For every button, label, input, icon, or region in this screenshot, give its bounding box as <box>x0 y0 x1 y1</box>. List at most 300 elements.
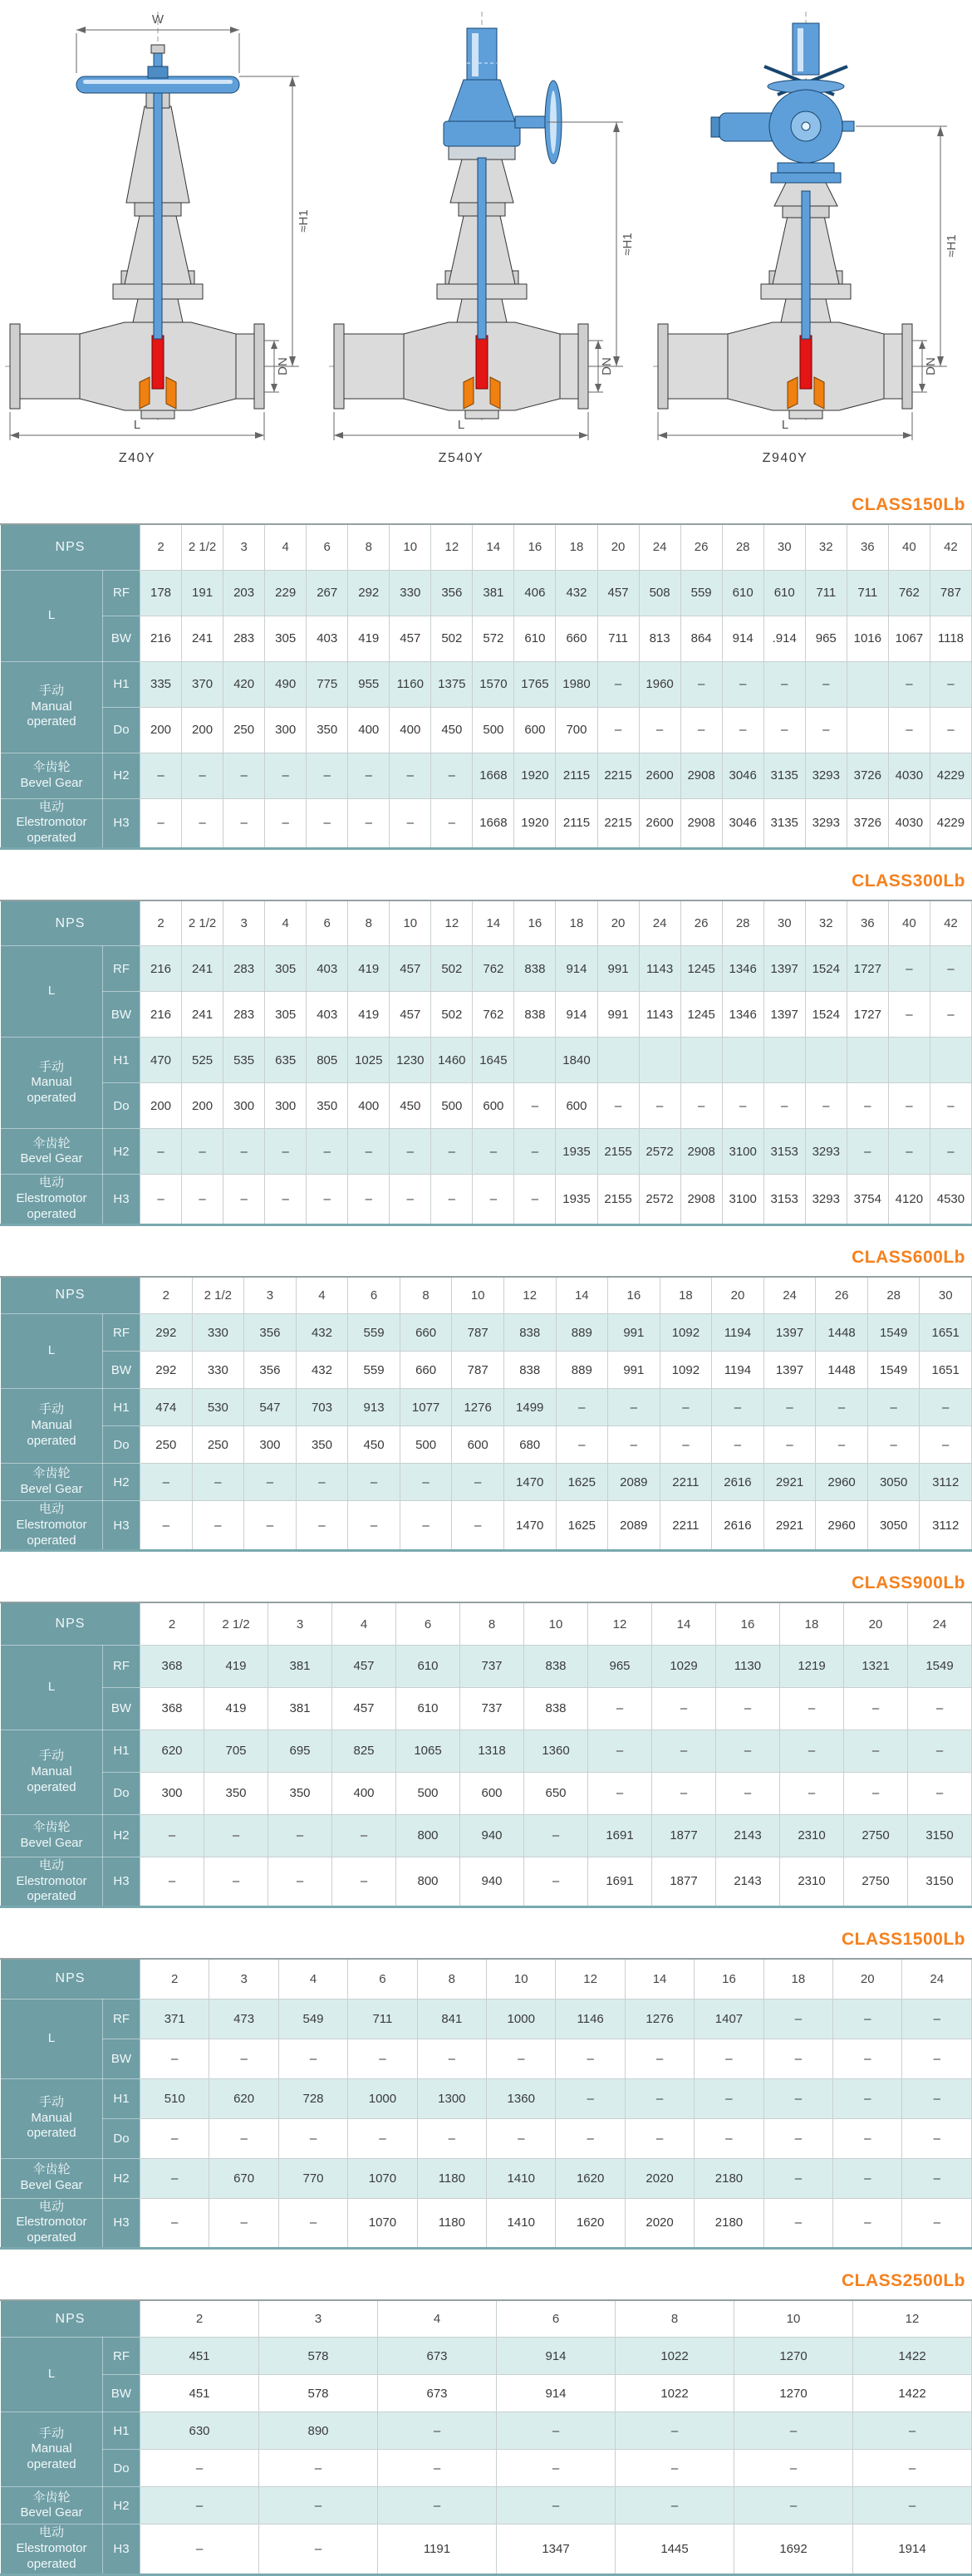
dimension-value-cell: – <box>888 1083 930 1129</box>
nps-size-cell: 2 1/2 <box>192 1277 244 1314</box>
dimension-value-cell: – <box>695 2078 763 2118</box>
dimension-value-cell: 450 <box>431 707 473 753</box>
dimension-value-cell: 1920 <box>514 753 556 798</box>
dimension-value-cell: – <box>497 2412 616 2450</box>
dimension-value-cell: – <box>378 2487 497 2524</box>
dimension-value-cell: 1422 <box>853 2375 972 2412</box>
nps-size-cell: 16 <box>514 900 556 946</box>
nps-size-cell: 3 <box>268 1602 332 1645</box>
dimension-value-cell: 965 <box>588 1645 652 1687</box>
dimension-value-cell: – <box>930 707 971 753</box>
row-key-label: H1 <box>103 1038 140 1083</box>
dimension-value-cell: 670 <box>209 2158 278 2198</box>
nps-size-cell: 40 <box>888 524 930 570</box>
dimension-value-cell: 1549 <box>867 1352 920 1389</box>
dimension-value-cell: 3153 <box>763 1175 805 1224</box>
dimension-value-cell: 1470 <box>503 1464 556 1501</box>
nps-size-cell: 10 <box>390 900 431 946</box>
dimension-value-cell: – <box>625 2118 694 2158</box>
dimension-value-cell: 991 <box>608 1352 660 1389</box>
dimension-value-cell: 889 <box>556 1314 608 1352</box>
dimension-value-cell: 3293 <box>805 798 847 848</box>
dimension-value-cell: 705 <box>204 1730 268 1772</box>
dimension-value-cell: – <box>625 2039 694 2078</box>
nps-size-cell: 2 1/2 <box>182 524 223 570</box>
dimension-value-cell: 450 <box>348 1426 400 1464</box>
nps-size-cell: 6 <box>396 1602 460 1645</box>
dimension-value-cell: 508 <box>639 570 680 616</box>
dimension-value-cell: – <box>140 2039 209 2078</box>
dimension-value-cell: – <box>417 2039 486 2078</box>
dimension-value-cell: – <box>716 1772 780 1814</box>
dimension-value-cell: – <box>888 661 930 707</box>
table-title-class900: CLASS900Lb <box>852 1573 965 1593</box>
dimension-h1 <box>547 122 635 366</box>
dimension-value-cell: 300 <box>223 1083 265 1129</box>
row-group-label: L <box>1 1645 103 1730</box>
dimension-value-cell: 510 <box>140 2078 209 2118</box>
nps-size-cell: 42 <box>930 900 971 946</box>
nps-size-cell: 6 <box>307 524 348 570</box>
dimension-value-cell: 762 <box>473 946 514 992</box>
row-group-label: 手动 Manual operated <box>1 1038 103 1129</box>
dimension-value-cell: – <box>140 1501 193 1551</box>
dimension-value-cell: – <box>853 2450 972 2487</box>
dimension-value-cell <box>763 1038 805 1083</box>
dimension-value-cell: – <box>763 707 805 753</box>
dimension-value-cell: – <box>902 2198 972 2248</box>
dimension-value-cell: 775 <box>307 661 348 707</box>
row-group-label: L <box>1 570 103 661</box>
dimension-value-cell: 1524 <box>805 946 847 992</box>
nps-size-cell: 10 <box>487 1959 556 1999</box>
dimension-value-cell: 3135 <box>763 798 805 848</box>
dimension-value-cell: 559 <box>348 1314 400 1352</box>
nps-size-cell: 14 <box>473 524 514 570</box>
dimension-value-cell: 1180 <box>417 2198 486 2248</box>
dimension-value-cell: – <box>431 753 473 798</box>
nps-size-cell: 24 <box>763 1277 816 1314</box>
dimension-value-cell: – <box>497 2450 616 2487</box>
dimension-value-cell <box>888 1038 930 1083</box>
dimension-value-cell: 1270 <box>734 2375 853 2412</box>
dimension-value-cell: – <box>888 992 930 1038</box>
dimension-value-cell: 400 <box>332 1772 396 1814</box>
nps-size-cell: 4 <box>265 524 307 570</box>
dimension-value-cell: – <box>763 1389 816 1426</box>
row-group-label: 伞齿轮 Bevel Gear <box>1 1129 103 1175</box>
dimension-value-cell: 3726 <box>847 798 888 848</box>
dimension-value-cell: 991 <box>597 992 639 1038</box>
dimension-value-cell: 737 <box>460 1687 524 1730</box>
dimension-value-cell: 4030 <box>888 798 930 848</box>
dimension-value-cell: 330 <box>390 570 431 616</box>
dimension-value-cell: 1765 <box>514 661 556 707</box>
dimension-value-cell: 200 <box>140 707 182 753</box>
dimension-value-cell: 2020 <box>625 2198 694 2248</box>
dimension-value-cell: – <box>780 1730 844 1772</box>
nps-size-cell: 8 <box>417 1959 486 1999</box>
dimension-value-cell: – <box>920 1389 972 1426</box>
nps-size-cell: 16 <box>695 1959 763 1999</box>
dimension-value-cell: – <box>265 1129 307 1175</box>
dimension-value-cell: 502 <box>431 946 473 992</box>
dimension-value-cell: – <box>639 1083 680 1129</box>
dimension-value-cell: 572 <box>473 616 514 661</box>
dim-label-h1: ≈H1 <box>621 233 635 256</box>
dimension-value-cell: – <box>452 1501 504 1551</box>
nps-size-cell: 12 <box>853 2300 972 2338</box>
dimension-value-cell: – <box>680 1083 722 1129</box>
dimension-value-cell: – <box>514 1175 556 1224</box>
dimension-value-cell: 432 <box>296 1314 348 1352</box>
nps-size-cell: 2 1/2 <box>204 1602 268 1645</box>
dimension-value-cell: 216 <box>140 946 182 992</box>
nps-size-cell: 32 <box>805 900 847 946</box>
dimension-value-cell: 381 <box>268 1645 332 1687</box>
dimension-value-cell: 1070 <box>348 2198 417 2248</box>
row-key-label: H1 <box>103 661 140 707</box>
dimension-value-cell: 250 <box>223 707 265 753</box>
nps-size-cell: 10 <box>524 1602 588 1645</box>
row-key-label: BW <box>103 1352 140 1389</box>
table-host-class900 <box>0 1602 972 1908</box>
valve-body <box>334 146 588 419</box>
dimension-value-cell: 800 <box>396 1814 460 1857</box>
dimension-value-cell: 403 <box>307 946 348 992</box>
dimension-value-cell: 864 <box>680 616 722 661</box>
nps-size-cell: 14 <box>652 1602 716 1645</box>
dimension-value-cell: – <box>556 2039 625 2078</box>
dimension-value-cell: 1840 <box>556 1038 597 1083</box>
section-class300 <box>0 850 972 1226</box>
dimension-value-cell: 1410 <box>487 2198 556 2248</box>
dimension-value-cell <box>805 1038 847 1083</box>
dimension-value-cell: 800 <box>396 1857 460 1906</box>
dimension-value-cell: – <box>140 753 182 798</box>
nps-size-cell: 16 <box>608 1277 660 1314</box>
dimension-value-cell: – <box>514 1083 556 1129</box>
dimension-l <box>10 412 264 440</box>
dimension-value-cell: 371 <box>140 1999 209 2039</box>
row-key-label: H2 <box>103 1129 140 1175</box>
dimension-value-cell: 473 <box>209 1999 278 2039</box>
dimension-value-cell: – <box>833 2158 902 2198</box>
dimension-value-cell: 330 <box>192 1314 244 1352</box>
dimension-value-cell: 368 <box>140 1687 204 1730</box>
row-key-label: Do <box>103 707 140 753</box>
dimension-value-cell: 2600 <box>639 753 680 798</box>
dimension-value-cell: 547 <box>244 1389 297 1426</box>
dimension-value-cell: – <box>716 1687 780 1730</box>
row-key-label: H2 <box>103 2158 140 2198</box>
dimension-value-cell: 3112 <box>920 1501 972 1551</box>
dimension-value-cell: 2572 <box>639 1129 680 1175</box>
dim-label-w: W <box>151 12 164 27</box>
nps-size-cell: 14 <box>556 1277 608 1314</box>
dimension-value-cell: 1219 <box>780 1645 844 1687</box>
dimension-value-cell: – <box>431 1129 473 1175</box>
table-title-class1500: CLASS1500Lb <box>841 1930 965 1949</box>
dimension-value-cell: 703 <box>296 1389 348 1426</box>
dimension-value-cell: 1570 <box>473 661 514 707</box>
row-group-label: L <box>1 1999 103 2078</box>
nps-size-cell: 18 <box>660 1277 712 1314</box>
dimension-value-cell: 2211 <box>660 1464 712 1501</box>
dimension-value-cell: 787 <box>452 1314 504 1352</box>
gate-valve-drawing-bevel-gear <box>324 0 648 473</box>
dimension-value-cell: 610 <box>722 570 763 616</box>
dimension-value-cell: – <box>833 1999 902 2039</box>
dimension-value-cell: 1276 <box>625 1999 694 2039</box>
dimension-value-cell: 3100 <box>722 1175 763 1224</box>
nps-size-cell: 32 <box>805 524 847 570</box>
dimension-value-cell: – <box>278 2118 347 2158</box>
dimension-value-cell <box>930 1038 971 1083</box>
dimension-value-cell: – <box>140 2118 209 2158</box>
dimension-value-cell: – <box>514 1129 556 1175</box>
dimension-value-cell: 711 <box>847 570 888 616</box>
dimension-value-cell: – <box>332 1857 396 1906</box>
dimension-value-cell: – <box>908 1730 972 1772</box>
dimension-value-cell: 292 <box>348 570 390 616</box>
dimension-table <box>0 523 972 850</box>
row-key-label: BW <box>103 616 140 661</box>
dimension-value-cell: 500 <box>431 1083 473 1129</box>
dimension-value-cell: – <box>182 798 223 848</box>
row-key-label: RF <box>103 570 140 616</box>
table-title-class150: CLASS150Lb <box>852 495 965 514</box>
row-group-label: 伞齿轮 Bevel Gear <box>1 2487 103 2524</box>
dimension-value-cell: 787 <box>452 1352 504 1389</box>
dimension-value-cell: – <box>140 1175 182 1224</box>
dimension-value-cell: 3100 <box>722 1129 763 1175</box>
dimension-value-cell: 2180 <box>695 2158 763 2198</box>
dimension-value-cell: – <box>223 1175 265 1224</box>
nps-size-cell: 3 <box>223 900 265 946</box>
figure-z40y <box>0 0 324 473</box>
dimension-value-cell: – <box>390 798 431 848</box>
stem <box>802 191 810 339</box>
dimension-value-cell: 2960 <box>816 1464 868 1501</box>
dimension-value-cell: 3050 <box>867 1501 920 1551</box>
dimension-value-cell: 620 <box>209 2078 278 2118</box>
row-key-label: H2 <box>103 2487 140 2524</box>
dimension-value-cell: 600 <box>460 1772 524 1814</box>
dimension-value-cell: – <box>390 753 431 798</box>
dimension-value-cell: – <box>763 1083 805 1129</box>
dimension-value-cell: 2089 <box>608 1464 660 1501</box>
dimension-value-cell: 1877 <box>652 1857 716 1906</box>
dimension-value-cell: 2908 <box>680 1129 722 1175</box>
nps-size-cell: 24 <box>908 1602 972 1645</box>
dimension-value-cell: – <box>431 798 473 848</box>
dimension-value-cell: 2750 <box>844 1857 908 1906</box>
nps-size-cell: 12 <box>431 524 473 570</box>
nps-size-cell: 8 <box>616 2300 734 2338</box>
row-key-label: BW <box>103 2039 140 2078</box>
dimension-value-cell: 350 <box>296 1426 348 1464</box>
dimension-value-cell: 300 <box>244 1426 297 1464</box>
dimension-value-cell: 200 <box>182 707 223 753</box>
figure-z540y <box>324 0 648 473</box>
dimension-value-cell: – <box>209 2198 278 2248</box>
dimension-value-cell: – <box>400 1464 452 1501</box>
dimension-value-cell: – <box>853 2412 972 2450</box>
nps-size-cell: 20 <box>844 1602 908 1645</box>
dimension-value-cell: 1276 <box>452 1389 504 1426</box>
dimension-value-cell: 457 <box>390 992 431 1038</box>
dimension-value-cell: 2115 <box>556 798 597 848</box>
dimension-value-cell: 1375 <box>431 661 473 707</box>
dimension-value-cell: 350 <box>268 1772 332 1814</box>
dimension-value-cell: – <box>902 2158 972 2198</box>
dimension-value-cell: 1118 <box>930 616 971 661</box>
table-host-class1500 <box>0 1958 972 2250</box>
dimension-value-cell: 1065 <box>396 1730 460 1772</box>
dimension-value-cell: 841 <box>417 1999 486 2039</box>
dimension-value-cell: 1067 <box>888 616 930 661</box>
nps-label: NPS <box>1 2300 140 2338</box>
row-key-label: H1 <box>103 1730 140 1772</box>
row-group-label: 伞齿轮 Bevel Gear <box>1 2158 103 2198</box>
dimension-value-cell: – <box>816 1426 868 1464</box>
dimension-value-cell: 673 <box>378 2375 497 2412</box>
figure-caption: Z40Y <box>118 451 156 465</box>
dimension-value-cell: – <box>588 1687 652 1730</box>
dimension-value-cell: 4530 <box>930 1175 971 1224</box>
dimension-value-cell: 762 <box>888 570 930 616</box>
dimension-value-cell <box>514 1038 556 1083</box>
nps-size-cell: 26 <box>816 1277 868 1314</box>
nps-size-cell: 16 <box>514 524 556 570</box>
dimension-value-cell: 1025 <box>348 1038 390 1083</box>
dimension-value-cell: 1877 <box>652 1814 716 1857</box>
dimension-value-cell: – <box>265 1175 307 1224</box>
dimension-l <box>334 412 588 440</box>
dimension-value-cell: 3150 <box>908 1814 972 1857</box>
dimension-value-cell: 451 <box>140 2338 259 2375</box>
dimension-value-cell: 1549 <box>908 1645 972 1687</box>
dimension-value-cell: 1524 <box>805 992 847 1038</box>
dimension-value-cell: – <box>400 1501 452 1551</box>
row-key-label: RF <box>103 1999 140 2039</box>
dimension-value-cell: 1245 <box>680 946 722 992</box>
dimension-value-cell: 1620 <box>556 2158 625 2198</box>
nps-label: NPS <box>1 900 140 946</box>
stem <box>478 158 486 339</box>
dimension-value-cell: 381 <box>473 570 514 616</box>
nps-size-cell: 2 <box>140 524 182 570</box>
dimension-value-cell: – <box>680 661 722 707</box>
dimension-value-cell: – <box>296 1501 348 1551</box>
dimension-value-cell: – <box>763 661 805 707</box>
dimension-value-cell: 400 <box>348 1083 390 1129</box>
dimension-value-cell: – <box>920 1426 972 1464</box>
nps-size-cell: 18 <box>780 1602 844 1645</box>
dimension-value-cell: 305 <box>265 616 307 661</box>
nps-size-cell: 14 <box>473 900 514 946</box>
dimension-value-cell: 955 <box>348 661 390 707</box>
dimension-value-cell: 838 <box>514 992 556 1038</box>
dimension-value-cell: – <box>588 1730 652 1772</box>
nps-size-cell: 8 <box>348 900 390 946</box>
dimension-value-cell: 635 <box>265 1038 307 1083</box>
dimension-value-cell: 4030 <box>888 753 930 798</box>
nps-size-cell: 2 <box>140 1277 193 1314</box>
dimension-value-cell: 283 <box>223 946 265 992</box>
dimension-value-cell: 3293 <box>805 753 847 798</box>
dimension-value-cell: 356 <box>431 570 473 616</box>
dimension-value-cell: – <box>616 2450 734 2487</box>
nps-size-cell: 20 <box>833 1959 902 1999</box>
dimension-value-cell: – <box>652 1730 716 1772</box>
dimension-value-cell: 1727 <box>847 992 888 1038</box>
nps-size-cell: 24 <box>639 524 680 570</box>
dimension-value-cell: 1960 <box>639 661 680 707</box>
dimension-value-cell: – <box>417 2118 486 2158</box>
nps-size-cell: 30 <box>763 900 805 946</box>
dimension-table <box>0 1276 972 1553</box>
dimension-value-cell: – <box>278 2198 347 2248</box>
dimension-value-cell: 203 <box>223 570 265 616</box>
nps-size-cell: 26 <box>680 900 722 946</box>
dimension-value-cell: 825 <box>332 1730 396 1772</box>
dimension-value-cell <box>639 1038 680 1083</box>
nps-size-cell: 3 <box>244 1277 297 1314</box>
dimension-value-cell: – <box>908 1687 972 1730</box>
dimension-value-cell: 530 <box>192 1389 244 1426</box>
dimension-value-cell: 419 <box>204 1645 268 1687</box>
dim-label-h1: ≈H1 <box>297 209 311 233</box>
dimension-value-cell: – <box>244 1464 297 1501</box>
dimension-value-cell: 368 <box>140 1645 204 1687</box>
dimension-value-cell: 241 <box>182 616 223 661</box>
dimension-value-cell: 770 <box>278 2158 347 2198</box>
nps-size-cell: 2 <box>140 1602 204 1645</box>
dimension-value-cell: 419 <box>348 946 390 992</box>
dimension-value-cell: – <box>930 946 971 992</box>
dimension-value-cell: 1625 <box>556 1501 608 1551</box>
nps-size-cell: 12 <box>503 1277 556 1314</box>
dimension-value-cell: 578 <box>259 2375 378 2412</box>
dimension-value-cell: 457 <box>390 616 431 661</box>
dimension-value-cell: 1549 <box>867 1314 920 1352</box>
dimension-value-cell: – <box>140 2487 259 2524</box>
section-class2500 <box>0 2250 972 2576</box>
dimension-value-cell: 451 <box>140 2375 259 2412</box>
dimension-value-cell: – <box>140 1129 182 1175</box>
dimension-value-cell: 838 <box>524 1687 588 1730</box>
dimension-value-cell: 1130 <box>716 1645 780 1687</box>
dimension-value-cell: 610 <box>514 616 556 661</box>
dimension-value-cell: 4229 <box>930 753 971 798</box>
dimension-value-cell: 330 <box>192 1352 244 1389</box>
dimension-value-cell: – <box>902 2118 972 2158</box>
dimension-value-cell: – <box>140 1814 204 1857</box>
nps-size-cell: 28 <box>722 900 763 946</box>
gate-valve-drawing-electric <box>648 0 972 473</box>
dimension-value-cell: 500 <box>473 707 514 753</box>
dimension-value-cell: 2180 <box>695 2198 763 2248</box>
dimension-value-cell: 805 <box>307 1038 348 1083</box>
dimension-value-cell: 914 <box>556 992 597 1038</box>
dimension-value-cell: 578 <box>259 2338 378 2375</box>
dimension-value-cell: 711 <box>348 1999 417 2039</box>
nps-size-cell: 8 <box>400 1277 452 1314</box>
dimension-value-cell: 1360 <box>487 2078 556 2118</box>
dimension-value-cell: – <box>307 1129 348 1175</box>
